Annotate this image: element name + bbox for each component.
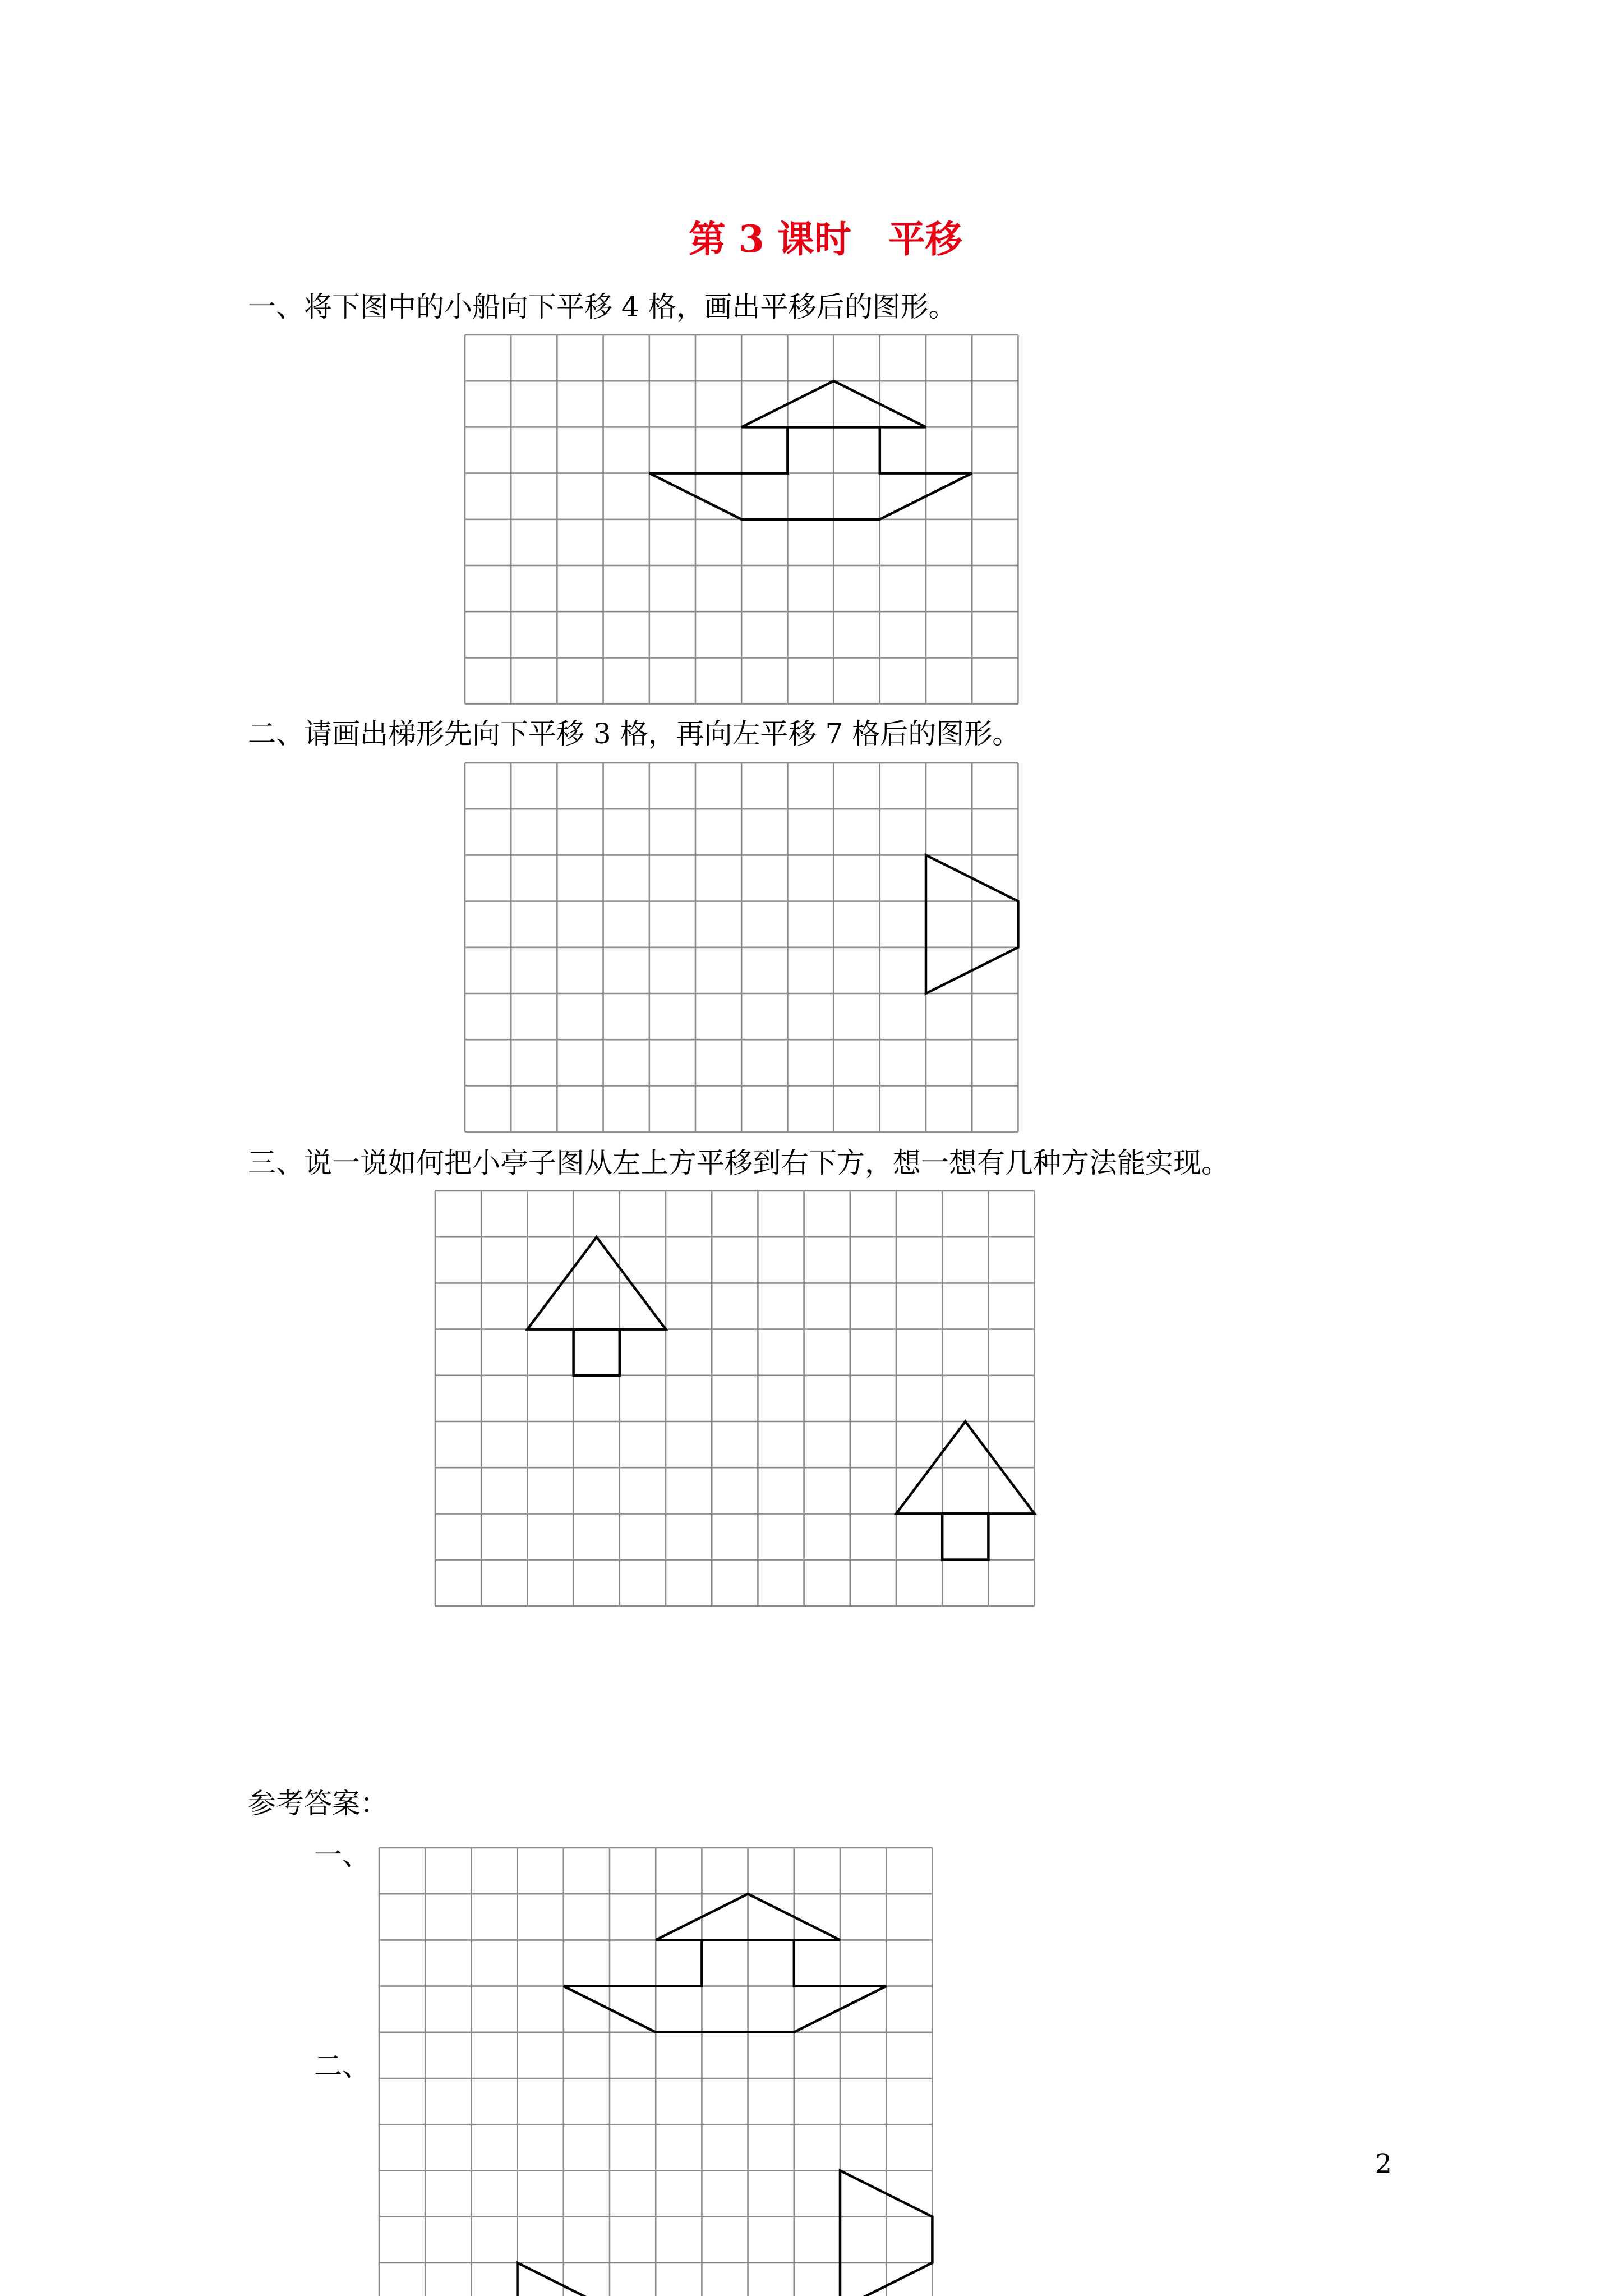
page-number: 2: [1375, 2148, 1392, 2179]
grid-lines: [435, 1191, 1035, 1606]
answer-heading: 参考答案：: [248, 1787, 388, 1820]
grid-lines: [465, 763, 1018, 1132]
grid-question-2: [462, 760, 1021, 1135]
pavilion-bottom-right-base: [942, 1514, 988, 1560]
lesson-title: 第 3 课时 平移: [689, 217, 962, 261]
pavilion-top-left-base: [574, 1329, 620, 1375]
question-2-text: 二、请画出梯形先向下平移 3 格，再向左平移 7 格后的图形。: [248, 717, 1021, 750]
grid-answers: [376, 1845, 935, 2296]
answer-label-1: 一、: [314, 1839, 370, 1871]
answer-label-2: 二、: [314, 2050, 370, 2082]
grid-lines: [379, 1848, 932, 2296]
question-3-text: 三、说一说如何把小亭子图从左上方平移到右下方，想一想有几种方法能实现。: [248, 1147, 1229, 1179]
question-1-text: 一、将下图中的小船向下平移 4 格，画出平移后的图形。: [248, 291, 957, 323]
grid-question-3: [432, 1188, 1038, 1609]
grid-question-1: [462, 332, 1021, 707]
